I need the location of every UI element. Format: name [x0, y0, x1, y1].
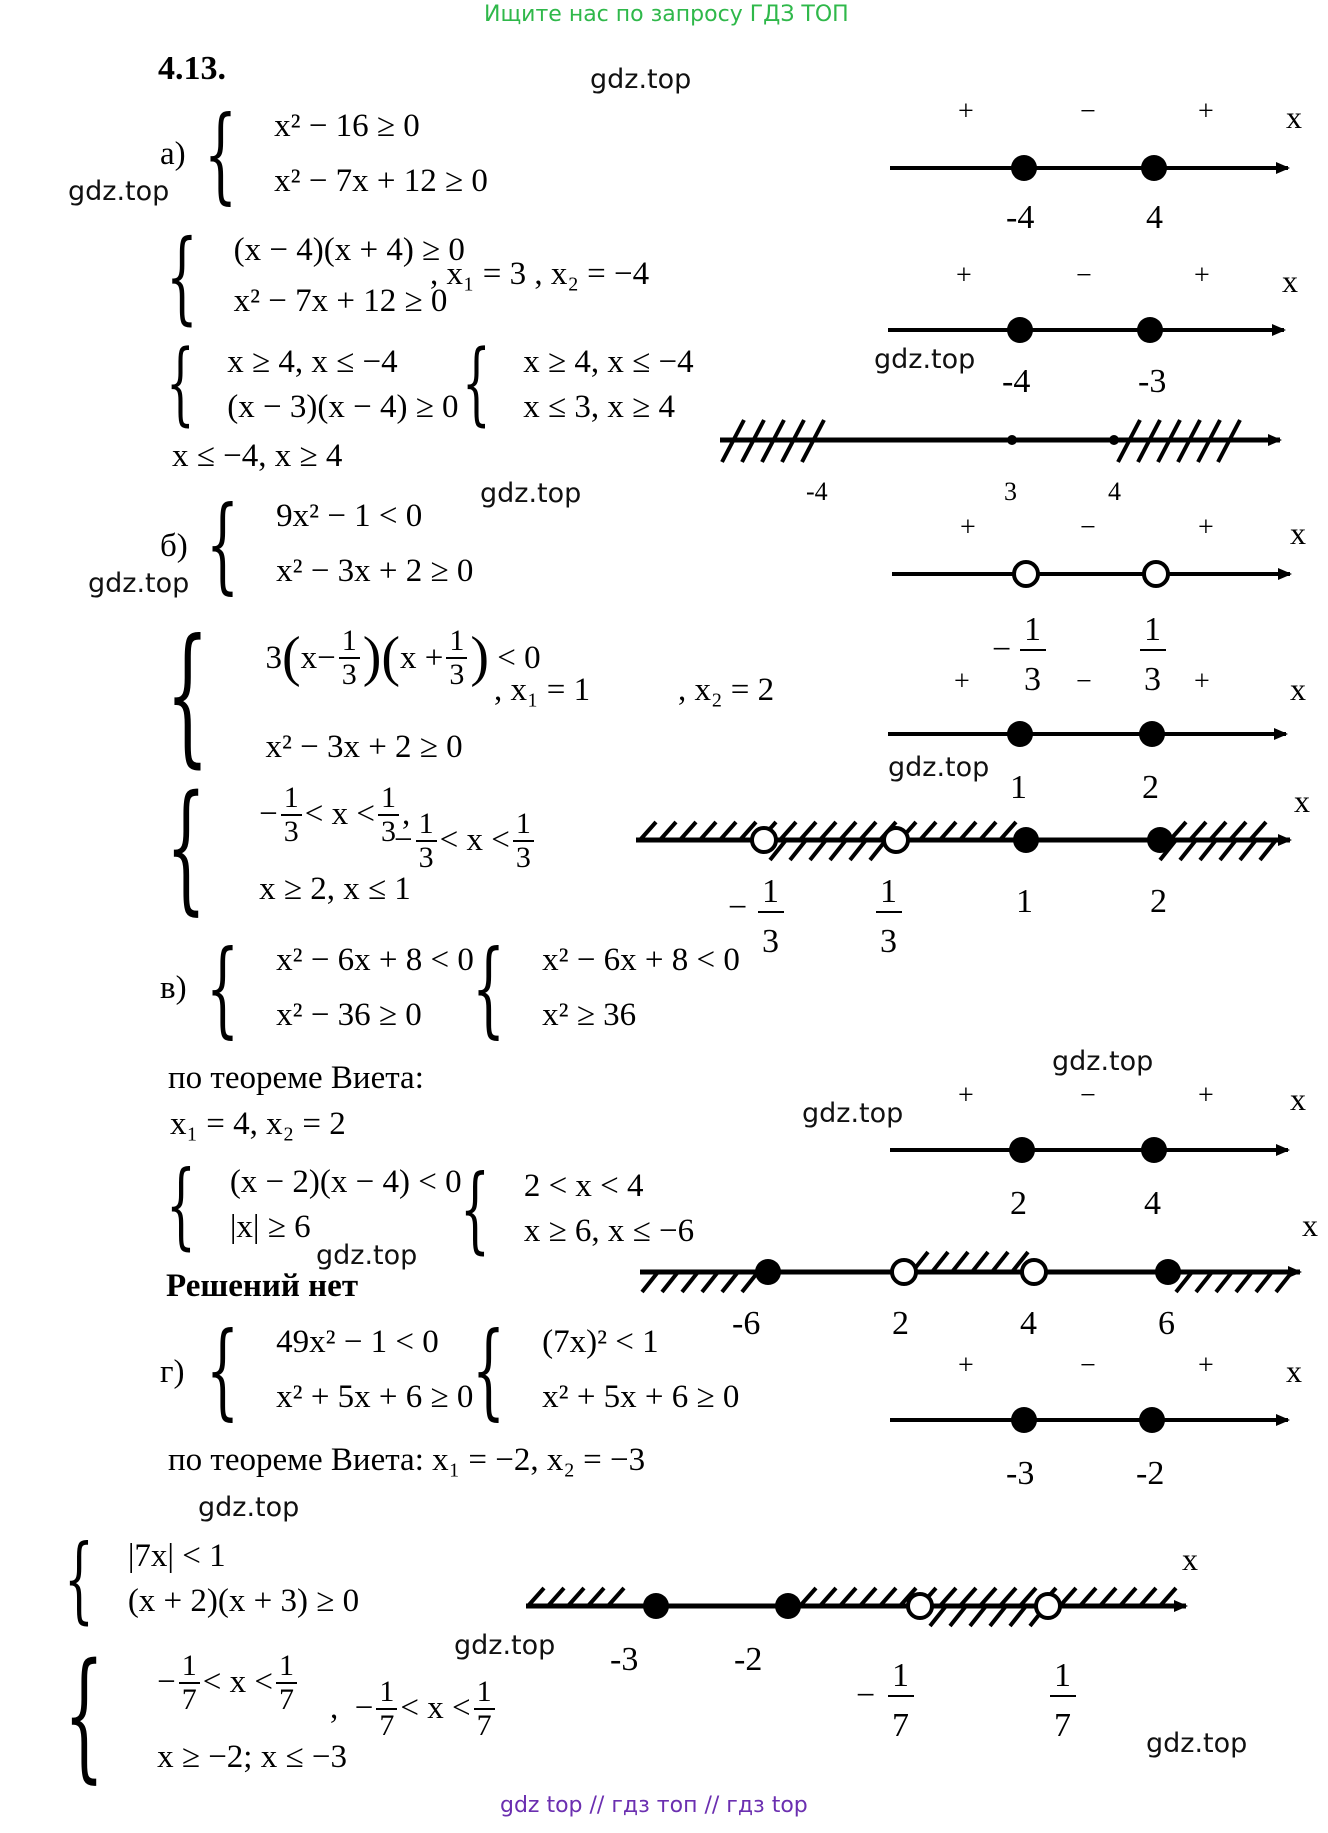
equation: x ≥ 4, x ≤ −4 [523, 344, 694, 380]
watermark: gdz.top [802, 1098, 904, 1129]
equation: x² − 6x + 8 < 0 [542, 942, 740, 978]
part-b-answer: − $\frac{1}{3}$ < x < $\frac{1}{3}$ [394, 808, 537, 873]
fraction-inequality: − $\frac{1}{3}$ < x < $\frac{1}{3}$ , [259, 781, 411, 848]
tick-label: -2 [734, 1641, 763, 1678]
top-banner: Ищите нас по запросу ГДЗ ТОП [484, 2, 849, 27]
watermark: gdz.top [198, 1492, 300, 1523]
sign: − [1076, 666, 1092, 697]
number-line-b2 [888, 666, 1306, 806]
part-a-answer: x ≤ −4, x ≥ 4 [172, 438, 343, 474]
open-point [908, 1594, 932, 1618]
axis-variable: x [1286, 99, 1302, 135]
tick-numerator: 1 [1144, 611, 1161, 648]
part-v-roots: x₁ = 4, x₂ = 2 [170, 1106, 346, 1142]
filled-point [1011, 155, 1037, 181]
tick-label: -3 [1138, 363, 1167, 400]
sign: + [954, 666, 970, 697]
open-point [892, 1260, 916, 1284]
watermark: gdz.top [888, 752, 990, 783]
filled-point [1139, 1407, 1165, 1433]
problem-number: 4.13. [158, 50, 226, 87]
axis-variable: x [1290, 1081, 1306, 1117]
equation: x ≥ 4, x ≤ −4 [227, 344, 398, 380]
tick-numerator: 1 [762, 873, 779, 910]
equation: x ≥ 6, x ≤ −6 [523, 1213, 695, 1250]
number-line-a1 [890, 96, 1302, 236]
part-v-system-1: { x² − 6x + 8 < 0 x² − 36 ≥ 0 [206, 927, 474, 1049]
part-a-system-2: { (x − 4)(x + 4) ≥ 0 x² − 7x + 12 ≥ 0 [166, 217, 465, 335]
part-b-root-2: , x₂ = 2 [678, 672, 775, 708]
filled-point [643, 1593, 669, 1619]
sign: + [1198, 96, 1214, 127]
tick-minus: − [728, 889, 748, 926]
filled-point [1007, 721, 1033, 747]
equation: x² + 5x + 6 ≥ 0 [276, 1379, 474, 1416]
sign: − [1076, 260, 1092, 291]
tick-label: -2 [1136, 1455, 1165, 1492]
part-g-system-1: { 49x² − 1 < 0 x² + 5x + 6 ≥ 0 [206, 1309, 474, 1431]
sign: + [960, 512, 976, 543]
watermark: gdz.top [1146, 1728, 1248, 1759]
part-b-system-3: { − $\frac{1}{3}$ < x < $\frac{1}{3}$ , x ≥ 2, x ≤ 1 [166, 765, 411, 929]
equation: (7x)² < 1 [542, 1324, 659, 1360]
axis-variable: x [1290, 515, 1306, 551]
sign: + [1198, 1350, 1214, 1381]
equation: x² − 3x + 2 ≥ 0 [265, 729, 463, 766]
equation: (x − 2)(x − 4) < 0 [229, 1164, 462, 1200]
tick-label: 4 [1146, 199, 1163, 236]
open-point [1036, 1594, 1060, 1618]
filled-point [1137, 317, 1163, 343]
hatching-top [640, 822, 1016, 840]
filled-point [1141, 1137, 1167, 1163]
hatching-top-right [800, 1588, 1176, 1606]
tick-denominator: 3 [1024, 661, 1041, 698]
footer-text: gdz top // гдз топ // гдз top [500, 1793, 808, 1818]
sign: + [956, 260, 972, 291]
part-a-system-4: { x ≥ 4, x ≤ −4 x ≤ 3, x ≥ 4 [462, 330, 694, 436]
axis-variable: x [1282, 263, 1298, 299]
open-point [1144, 562, 1168, 586]
sign: + [958, 1080, 974, 1111]
tick-denominator: 3 [1144, 661, 1161, 698]
tick-label: -3 [1006, 1455, 1035, 1492]
tick-numerator: 1 [1054, 1657, 1071, 1694]
sign: − [1080, 1080, 1096, 1111]
open-point [1014, 562, 1038, 586]
filled-point [755, 1259, 781, 1285]
hatching-middle [912, 1252, 1028, 1272]
hatching-left [642, 1272, 758, 1292]
equation: x ≤ 3, x ≥ 4 [523, 388, 675, 425]
part-a-roots: , x₁ = 3 , x₂ = −4 [430, 256, 650, 292]
part-g-vieta: по теореме Виета: x₁ = −2, x₂ = −3 [168, 1442, 646, 1478]
tick-numerator: 1 [892, 1657, 909, 1694]
number-line-g2 [526, 1541, 1198, 1744]
part-b-system-1: { 9x² − 1 < 0 x² − 3x + 2 ≥ 0 [206, 483, 474, 605]
number-line-b3 [636, 783, 1310, 960]
part-v-vieta: по теореме Виета: [168, 1060, 424, 1096]
equation: |7x| < 1 [127, 1538, 226, 1574]
filled-point [1011, 1407, 1037, 1433]
watermark: gdz.top [590, 64, 692, 95]
hatching-bottom [930, 1606, 1046, 1626]
filled-point [1109, 435, 1119, 445]
tick-numerator: 1 [880, 873, 897, 910]
axis-variable: x [1286, 1353, 1302, 1389]
watermark: gdz.top [316, 1240, 418, 1271]
tick-label: 4 [1144, 1185, 1161, 1222]
equation: |x| ≥ 6 [229, 1209, 311, 1246]
filled-point [775, 1593, 801, 1619]
part-v-system-3: { (x − 2)(x − 4) < 0 |x| ≥ 6 [166, 1150, 462, 1260]
tick-label: -4 [1006, 199, 1035, 236]
part-g-system-2: { (7x)² < 1 x² + 5x + 6 ≥ 0 [472, 1309, 740, 1431]
watermark: gdz.top [1052, 1046, 1154, 1077]
tick-label: -4 [1002, 363, 1031, 400]
number-line-v1 [890, 1080, 1306, 1222]
equation: 9x² − 1 < 0 [276, 498, 423, 534]
part-v-system-4: { 2 < x < 4 x ≥ 6, x ≤ −6 [460, 1154, 695, 1264]
equation: (x + 2)(x + 3) ≥ 0 [127, 1583, 360, 1620]
tick-denominator: 3 [762, 923, 779, 960]
filled-point [1007, 435, 1017, 445]
watermark: gdz.top [480, 478, 582, 509]
tick-label: 2 [1142, 769, 1159, 806]
equation: x² ≥ 36 [542, 997, 637, 1034]
watermark: gdz.top [454, 1630, 556, 1661]
watermark: gdz.top [88, 568, 190, 599]
part-g-answer: , − $\frac{1}{7}$ < x < $\frac{1}{7}$ [330, 1676, 498, 1741]
open-point [884, 828, 908, 852]
open-point [752, 828, 776, 852]
sign: + [1198, 1080, 1214, 1111]
equation: x² − 7x + 12 ≥ 0 [274, 163, 488, 200]
tick-denominator: 7 [1054, 1707, 1071, 1744]
equation: x ≥ 2, x ≤ 1 [259, 871, 411, 908]
filled-point [1013, 827, 1039, 853]
tick-denominator: 7 [892, 1707, 909, 1744]
fraction-inequality: − $\frac{1}{7}$ < x < $\frac{1}{7}$ [157, 1650, 347, 1715]
tick-label: -4 [806, 477, 828, 506]
axis-variable: x [1294, 783, 1310, 819]
hatching-right [1176, 1272, 1292, 1292]
sign: + [1198, 512, 1214, 543]
equation: x² − 6x + 8 < 0 [276, 942, 474, 978]
tick-label: 2 [892, 1305, 909, 1342]
number-line-a3 [720, 420, 1280, 506]
tick-label: 2 [1150, 883, 1167, 920]
axis-variable: x [1182, 1541, 1198, 1577]
equation: x² − 16 ≥ 0 [274, 108, 420, 144]
watermark: gdz.top [68, 176, 170, 207]
equation: 2 < x < 4 [523, 1168, 644, 1204]
equation: x² + 5x + 6 ≥ 0 [542, 1379, 740, 1416]
tick-numerator: 1 [1024, 611, 1041, 648]
tick-minus: − [992, 631, 1012, 668]
sign: − [1080, 1350, 1096, 1381]
part-b-system-2: { 3 ( x − $\frac{1}{3}$ )( x + $\frac{1}{3}$ ) < 0 x² − 3x + 2 ≥ 0 [166, 608, 541, 782]
watermark: gdz.top [874, 344, 976, 375]
tick-label: 3 [1004, 477, 1017, 506]
open-point [1022, 1260, 1046, 1284]
part-v-answer: Решений нет [166, 1268, 359, 1304]
axis-variable: x [1290, 671, 1306, 707]
factored-inequality: 3 ( x − $\frac{1}{3}$ )( x + $\frac{1}{3}$ ) < 0 [265, 624, 541, 691]
part-g-system-3: { |7x| < 1 (x + 2)(x + 3) ≥ 0 [64, 1524, 360, 1634]
axis-variable: x [1302, 1207, 1318, 1243]
equation: (x − 4)(x + 4) ≥ 0 [233, 232, 465, 268]
equation: x² − 3x + 2 ≥ 0 [276, 553, 474, 590]
number-line-a2 [888, 260, 1298, 400]
part-a-system-1: { x² − 16 ≥ 0 x² − 7x + 12 ≥ 0 [204, 93, 488, 215]
tick-label: -3 [610, 1641, 639, 1678]
equation: x² − 36 ≥ 0 [276, 997, 422, 1034]
filled-point [1009, 1137, 1035, 1163]
part-v-label: в) [160, 970, 187, 1006]
part-v-system-2: { x² − 6x + 8 < 0 x² ≥ 36 [472, 927, 740, 1049]
part-a-label: а) [160, 136, 186, 172]
hatching-upper-right [1170, 822, 1266, 840]
equation: x ≥ −2; x ≤ −3 [157, 1739, 347, 1776]
tick-label: 6 [1158, 1305, 1175, 1342]
tick-label: 4 [1108, 477, 1121, 506]
hatching-top-left [528, 1588, 624, 1606]
tick-label: -6 [732, 1305, 761, 1342]
filled-point [1147, 827, 1173, 853]
sign: + [958, 1350, 974, 1381]
number-line-v2 [640, 1207, 1318, 1342]
sign: + [1194, 260, 1210, 291]
equation: (x − 3)(x − 4) ≥ 0 [227, 388, 459, 425]
tick-label: 1 [1010, 769, 1027, 806]
tick-minus: − [856, 1677, 876, 1714]
sign: − [1080, 96, 1096, 127]
filled-point [1139, 721, 1165, 747]
part-b-root-1: , x₁ = 1 [494, 672, 591, 708]
tick-denominator: 3 [880, 923, 897, 960]
sign: − [1080, 512, 1096, 543]
sign: + [958, 96, 974, 127]
part-g-label: г) [160, 1354, 185, 1390]
equation: 49x² − 1 < 0 [276, 1324, 439, 1360]
filled-point [1155, 1259, 1181, 1285]
filled-point [1141, 155, 1167, 181]
part-g-system-4: { − $\frac{1}{7}$ < x < $\frac{1}{7}$ x ≥ −2; x ≤ −3 [64, 1633, 347, 1797]
filled-point [1007, 317, 1033, 343]
sign: + [1194, 666, 1210, 697]
tick-label: 1 [1016, 883, 1033, 920]
number-line-g1 [890, 1350, 1302, 1492]
equation: x² − 7x + 12 ≥ 0 [233, 283, 448, 320]
tick-label: 2 [1010, 1185, 1027, 1222]
part-b-label: б) [160, 528, 188, 564]
tick-label: 4 [1020, 1305, 1037, 1342]
part-a-system-3: { x ≥ 4, x ≤ −4 (x − 3)(x − 4) ≥ 0 [166, 330, 459, 436]
